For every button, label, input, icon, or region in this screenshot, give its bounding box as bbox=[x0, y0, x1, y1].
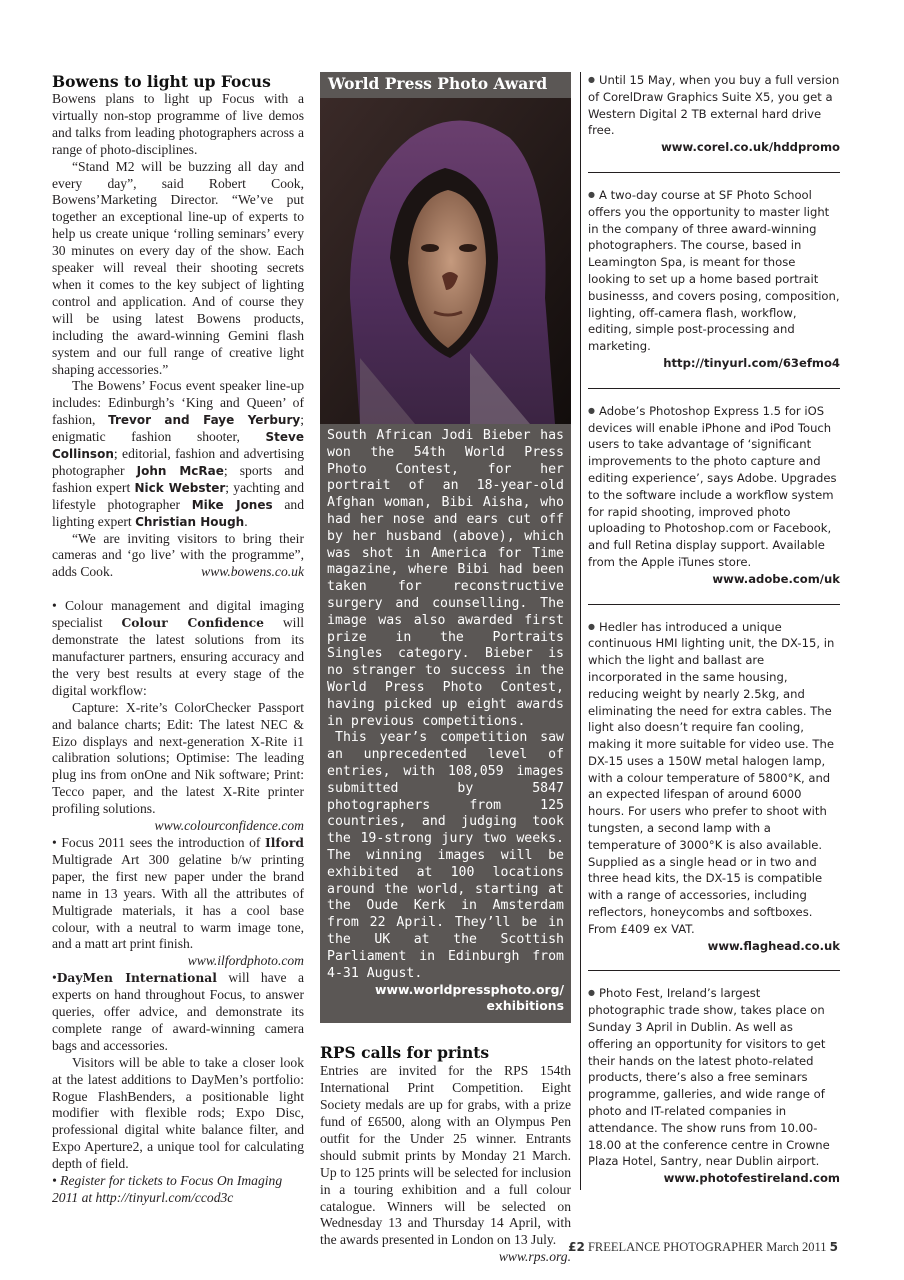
portrait-photo bbox=[320, 98, 571, 424]
left-column bbox=[52, 72, 304, 1207]
bowens-url: www.bowens.co.uk bbox=[201, 564, 304, 580]
news-item-text: ● Until 15 May, when you buy a full version of CorelDraw Graphics Suite X5, you get a Western Digital 2 TB external hard drive free. bbox=[588, 72, 840, 139]
rps-body: Entries are invited for the RPS 154th International Print Competition. Eight Society medals are up for grabs, with a prize fund of £6500, along with an Olympus Pen outfit for the Under 25 winner. Entrants should submit prints by Monday 21 March. Up to 125 prints will be selected for inclusion in a touring exhibition and a full colour catalogue. Winners will be selected on Wednesday 13 and Thursday 14 April, with the awards presented in London on 13 July. bbox=[320, 1063, 571, 1248]
issue-date: March 2011 bbox=[766, 1240, 827, 1254]
cover-price: £2 bbox=[568, 1240, 585, 1254]
daymen-portfolio: Visitors will be able to take a closer look at the latest additions to DayMen’s portfolio: Rogue FlashBenders, a positionable light modifier with flexible rods; Expo Disc, professional digital white balance filter, and Expo Aperture2, a unique tool for calculating depth of field. bbox=[52, 1054, 304, 1172]
magazine-title: FREELANCE PHOTOGRAPHER bbox=[587, 1240, 764, 1254]
news-item-url: www.adobe.com/uk bbox=[712, 571, 840, 586]
daymen-item: •DayMen International will have a experts on hand throughout Focus, to answer queries, offer advice, and demonstrate its complete range of award-winning camera bags and accessories. bbox=[52, 970, 304, 1053]
news-item bbox=[588, 985, 840, 1187]
rps-article bbox=[320, 1043, 571, 1266]
news-item-url: www.corel.co.uk/hddpromo bbox=[661, 140, 840, 155]
news-item-text: ● A two-day course at SF Photo School offers you the opportunity to master light in the company of three award-winning photographers. The course, based in Leamington Spa, is meant for those looking to set up a home based portrait businesss, and covers posing, composition, lighting, off-camera flash, workflow, editing, simple post-processing and marketing. bbox=[588, 187, 840, 355]
news-item-url: www.photofestireland.com bbox=[663, 1171, 840, 1186]
world-press-kicker: World Press Photo Award bbox=[320, 72, 571, 98]
news-item bbox=[588, 72, 840, 156]
bowens-lineup: The Bowens’ Focus event speaker line-up includes: Edinburgh’s ‘King and Queen’ of fashion, Trevor and Faye Yerbury; enigmatic fashion shooter, Steve Collinson; editorial, fashion and advertising photographer John McRae; sports and fashion expert Nick Webster; yachting and lifestyle photographer Mike Jones and lighting expert Christian Hough. bbox=[52, 378, 305, 529]
world-press-url-2: exhibitions bbox=[486, 998, 564, 1014]
news-item-url: www.flaghead.co.uk bbox=[707, 938, 840, 953]
page-footer bbox=[500, 1240, 838, 1255]
bowens-heading: Bowens to light up Focus bbox=[52, 72, 271, 91]
ilford-item: • Focus 2011 sees the introduction of Ilford Multigrade Art 300 gelatine b/w printing paper, the first new paper under the brand name in 13 years. With all the attributes of Multigrade materials, it has a cool base colour, with a neutral to warm image tone, and a matt art print finish. bbox=[52, 834, 304, 952]
focus-register: • Register for tickets to Focus On Imaging 2011 at http://tinyurl.com/ccod3c bbox=[52, 1173, 283, 1205]
divider bbox=[588, 388, 840, 389]
colour-confidence-url: www.colourconfidence.com bbox=[154, 818, 304, 834]
news-item-url: http://tinyurl.com/63efmo4 bbox=[663, 355, 840, 370]
bowens-quote: “Stand M2 will be buzzing all day and every day”, said Robert Cook, Bowens’Marketing Director. “We’ve put together an exceptional line-up of experts to help us create unique ‘rolling seminars’ every 30 minutes on every day of the show. Each speaker will reveal their shooting secrets when it comes to the key subject of lighting control and application. And of course they will be using latest Bowens products, including the award-winning Gemini flash system and our full range of creative light shaping accessories.” bbox=[52, 158, 304, 377]
divider bbox=[588, 970, 840, 971]
right-column bbox=[588, 72, 840, 1203]
world-press-body-2: This year’s competition saw an unprecedented level of entries, with 108,059 images submitted by 5847 photographers from 125 countries, and judging took the 19-strong jury two weeks. The winning images will be exhibited at 100 locations around the world, starting at the Oude Kerk in Amsterdam from 22 April. They’ll be in the UK at the Scottish Parliament in Edinburgh from 4-31 August. bbox=[327, 730, 564, 981]
bowens-closing: “We are inviting visitors to bring their cameras and ‘go live’ with the programme”, adds Cook. www.bowens.co.uk bbox=[52, 530, 304, 580]
rps-heading: RPS calls for prints bbox=[320, 1043, 490, 1063]
colour-confidence-products: Capture: X-rite’s ColorChecker Passport and balance charts; Edit: The latest NEC & Eizo displays and next-generation X-Rite i1 calibration solutions; Optimise: The leading plug ins from onOne and Nik software; Print: Tecco paper, and the latest X-Rite printer profiling solutions. bbox=[52, 699, 304, 817]
news-item bbox=[588, 187, 840, 372]
news-item-text: ● Hedler has introduced a unique continuous HMI lighting unit, the DX-15, in which the light and ballast are incorporated in the same housing, reducing weight by nearly 2.5kg, and eliminating the need for extra cables. The light also doesn’t require fan cooling, making it more suitable for video use. The DX-15 uses a 150W metal halogen lamp, with a colour temperature of 5800°K, and an expected lifespan of around 6000 hours. For users who prefer to shoot with tungsten, a second lamp with a temperature of 3000°K is also available. Supplied as a single head or in two and three head kits, the DX-15 is compatible with a range of accessories, including reflectors, honeycombs and softboxes. From £409 ex VAT. bbox=[588, 619, 840, 938]
divider bbox=[588, 604, 840, 605]
world-press-body: South African Jodi Bieber has won the 54th World Press Photo Contest, for her portrait of an 18-year-old Afghan woman, Bibi Aisha, who had her nose and ears cut off by her husband (above), which was shot in America for Time magazine, where Bibi had been taken for reconstructive surgery and counselling. The image was also awarded first prize in the Portraits Singles category. Bieber is no stranger to success in the World Press Photo Contest, having picked up eight awards in previous competitions. bbox=[327, 428, 564, 729]
ilford-url: www.ilfordphoto.com bbox=[187, 953, 304, 969]
bowens-intro: Bowens plans to light up Focus with a virtually non-stop programme of live demos and talks from leading photographers across a range of photo-disciplines. bbox=[52, 91, 304, 157]
column-rule bbox=[580, 72, 581, 1190]
news-item bbox=[588, 403, 840, 588]
divider bbox=[588, 172, 840, 173]
news-item-text: ● Photo Fest, Ireland’s largest photographic trade show, takes place on Sunday 3 April in Dublin. As well as offering an opportunity for visitors to get their hands on the latest photo-related products, there’s also a free seminars programme, galleries, and wide range of photo and IT-related companies in attendance. The show runs from 10.00-18.00 at the conference centre in Crowne Plaza Hotel, Santry, near Dublin airport. bbox=[588, 985, 840, 1170]
news-item-text: ● Adobe’s Photoshop Express 1.5 for iOS devices will enable iPhone and iPod Touch users to take advantage of ‘significant improvements to the photo capture and editing experience’, says Adobe. Upgrades to the software include a workflow system for rapid shooting, improved photo uploading to Photoshop.com or Facebook, and full Retina display support. Available from the Apple iTunes store. bbox=[588, 403, 840, 571]
world-press-url-1: www.worldpressphoto.org/ bbox=[375, 982, 564, 998]
middle-column bbox=[320, 72, 571, 1266]
news-item bbox=[588, 619, 840, 955]
colour-confidence-item: • Colour management and digital imaging specialist Colour Confidence will demonstrate the latest solutions from its manufacturer partners, ensuring accuracy and the very best results at every stage of the digital workflow: bbox=[52, 598, 304, 698]
rps-url: www.rps.org. bbox=[498, 1249, 571, 1265]
page-number: 5 bbox=[829, 1240, 838, 1254]
world-press-panel bbox=[320, 98, 571, 1023]
